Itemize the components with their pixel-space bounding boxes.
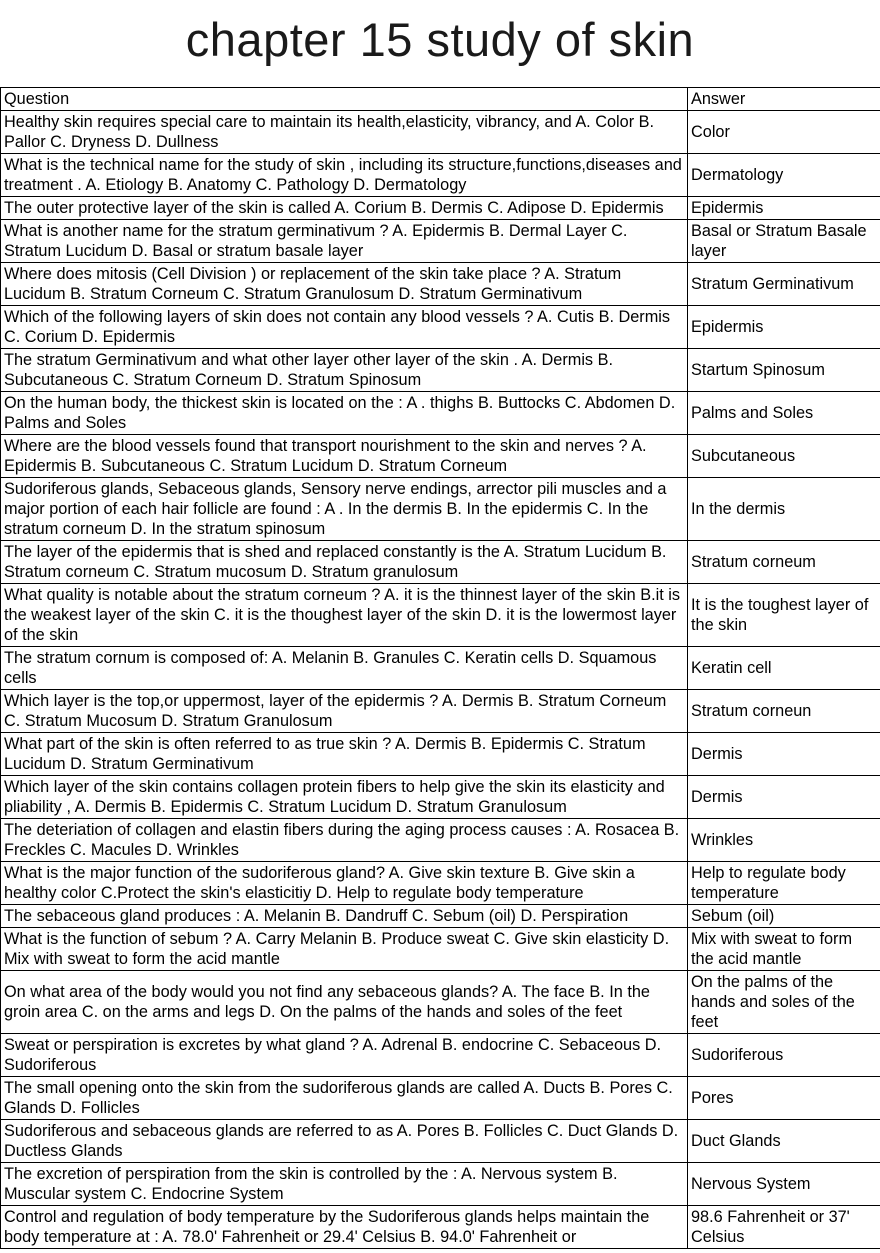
table-row xyxy=(1,733,880,776)
answer-cell: Dermis xyxy=(688,776,880,819)
question-cell: Which layer of the skin contains collagen protein fibers to help give the skin its elasticity and pliability , A. Dermis B. Epidermis C. Stratum Lucidum D. Stratum Granulosum xyxy=(1,776,688,819)
table-row xyxy=(1,971,880,1034)
table-row xyxy=(1,1206,880,1249)
question-cell: The layer of the epidermis that is shed and replaced constantly is the A. Stratum Lucidum B. Stratum corneum C. Stratum mucosum D. Stratum granulosum xyxy=(1,541,688,584)
question-cell: What is the technical name for the study of skin , including its structure,functions,diseases and treatment . A. Etiology B. Anatomy C. Pathology D. Dermatology xyxy=(1,154,688,197)
question-cell: The small opening onto the skin from the sudoriferous glands are called A. Ducts B. Pores C. Glands D. Follicles xyxy=(1,1077,688,1120)
table-row xyxy=(1,776,880,819)
qa-table-body xyxy=(1,111,880,1249)
table-row xyxy=(1,435,880,478)
question-cell: Where does mitosis (Cell Division ) or replacement of the skin take place ? A. Stratum Lucidum B. Stratum Corneum C. Stratum Granulosum D. Stratum Germinativum xyxy=(1,263,688,306)
question-cell: The stratum Germinativum and what other layer other layer of the skin . A. Dermis B. Subcutaneous C. Stratum Corneum D. Stratum Spinosum xyxy=(1,349,688,392)
answer-cell: 98.6 Fahrenheit or 37' Celsius xyxy=(688,1206,880,1249)
table-header-row xyxy=(1,88,880,111)
table-row xyxy=(1,306,880,349)
table-row xyxy=(1,197,880,220)
table-row xyxy=(1,1077,880,1120)
table-row xyxy=(1,478,880,541)
answer-cell: It is the toughest layer of the skin xyxy=(688,584,880,647)
table-row xyxy=(1,647,880,690)
table-row xyxy=(1,1034,880,1077)
question-cell: Healthy skin requires special care to maintain its health,elasticity, vibrancy, and A. Color B. Pallor C. Dryness D. Dullness xyxy=(1,111,688,154)
question-cell: Sudoriferous and sebaceous glands are referred to as A. Pores B. Follicles C. Duct Glands D. Ductless Glands xyxy=(1,1120,688,1163)
answer-cell: Stratum corneun xyxy=(688,690,880,733)
answer-cell: Duct Glands xyxy=(688,1120,880,1163)
question-cell: On the human body, the thickest skin is located on the : A . thighs B. Buttocks C. Abdomen D. Palms and Soles xyxy=(1,392,688,435)
answer-cell: Pores xyxy=(688,1077,880,1120)
question-column-header: Question xyxy=(1,88,688,111)
qa-table xyxy=(0,87,880,1249)
answer-cell: Wrinkles xyxy=(688,819,880,862)
table-row xyxy=(1,584,880,647)
answer-cell: Basal or Stratum Basale layer xyxy=(688,220,880,263)
answer-cell: Color xyxy=(688,111,880,154)
question-cell: Sweat or perspiration is excretes by what gland ? A. Adrenal B. endocrine C. Sebaceous D. Sudoriferous xyxy=(1,1034,688,1077)
answer-cell: Epidermis xyxy=(688,306,880,349)
question-cell: What is the function of sebum ? A. Carry Melanin B. Produce sweat C. Give skin elasticity D. Mix with sweat to form the acid mantle xyxy=(1,928,688,971)
answer-cell: Sudoriferous xyxy=(688,1034,880,1077)
question-cell: The stratum cornum is composed of: A. Melanin B. Granules C. Keratin cells D. Squamous cells xyxy=(1,647,688,690)
answer-cell: Mix with sweat to form the acid mantle xyxy=(688,928,880,971)
table-row xyxy=(1,905,880,928)
answer-cell: Palms and Soles xyxy=(688,392,880,435)
question-cell: The sebaceous gland produces : A. Melanin B. Dandruff C. Sebum (oil) D. Perspiration xyxy=(1,905,688,928)
answer-cell: Dermatology xyxy=(688,154,880,197)
table-row xyxy=(1,819,880,862)
table-row xyxy=(1,862,880,905)
question-cell: Sudoriferous glands, Sebaceous glands, Sensory nerve endings, arrector pili muscles and a major portion of each hair follicle are found : A . In the dermis B. In the epidermis C. In the stratum corneum D. In the stratum spinosum xyxy=(1,478,688,541)
answer-cell: Startum Spinosum xyxy=(688,349,880,392)
answer-cell: Epidermis xyxy=(688,197,880,220)
table-row xyxy=(1,690,880,733)
table-row xyxy=(1,928,880,971)
question-cell: What is the major function of the sudoriferous gland? A. Give skin texture B. Give skin a healthy color C.Protect the skin's elasticitiy D. Help to regulate body temperature xyxy=(1,862,688,905)
table-row xyxy=(1,349,880,392)
table-row xyxy=(1,263,880,306)
table-row xyxy=(1,154,880,197)
answer-cell: Stratum Germinativum xyxy=(688,263,880,306)
question-cell: What part of the skin is often referred to as true skin ? A. Dermis B. Epidermis C. Stratum Lucidum D. Stratum Germinativum xyxy=(1,733,688,776)
question-cell: Control and regulation of body temperature by the Sudoriferous glands helps maintain the body temperature at : A. 78.0' Fahrenheit or 29.4' Celsius B. 94.0' Fahrenheit or xyxy=(1,1206,688,1249)
answer-cell: In the dermis xyxy=(688,478,880,541)
question-cell: What is another name for the stratum germinativum ? A. Epidermis B. Dermal Layer C. Stratum Lucidum D. Basal or stratum basale layer xyxy=(1,220,688,263)
answer-cell: Keratin cell xyxy=(688,647,880,690)
table-row xyxy=(1,541,880,584)
question-cell: What quality is notable about the stratum corneum ? A. it is the thinnest layer of the skin B.it is the weakest layer of the skin C. it is the thoughest layer of the skin D. it is the lowermost layer of the skin xyxy=(1,584,688,647)
table-row xyxy=(1,1163,880,1206)
question-cell: The outer protective layer of the skin is called A. Corium B. Dermis C. Adipose D. Epidermis xyxy=(1,197,688,220)
table-row xyxy=(1,111,880,154)
question-cell: Where are the blood vessels found that transport nourishment to the skin and nerves ? A. Epidermis B. Subcutaneous C. Stratum Lucidum D. Stratum Corneum xyxy=(1,435,688,478)
page-title: chapter 15 study of skin xyxy=(0,8,880,71)
question-cell: The excretion of perspiration from the skin is controlled by the : A. Nervous system B. Muscular system C. Endocrine System xyxy=(1,1163,688,1206)
question-cell: The deteriation of collagen and elastin fibers during the aging process causes : A. Rosacea B. Freckles C. Macules D. Wrinkles xyxy=(1,819,688,862)
table-row xyxy=(1,1120,880,1163)
answer-cell: Nervous System xyxy=(688,1163,880,1206)
answer-column-header: Answer xyxy=(688,88,880,111)
table-row xyxy=(1,220,880,263)
table-row xyxy=(1,392,880,435)
question-cell: Which of the following layers of skin does not contain any blood vessels ? A. Cutis B. Dermis C. Corium D. Epidermis xyxy=(1,306,688,349)
answer-cell: Dermis xyxy=(688,733,880,776)
answer-cell: Subcutaneous xyxy=(688,435,880,478)
answer-cell: On the palms of the hands and soles of the feet xyxy=(688,971,880,1034)
answer-cell: Sebum (oil) xyxy=(688,905,880,928)
answer-cell: Stratum corneum xyxy=(688,541,880,584)
question-cell: On what area of the body would you not find any sebaceous glands? A. The face B. In the groin area C. on the arms and legs D. On the palms of the hands and soles of the feet xyxy=(1,971,688,1034)
answer-cell: Help to regulate body temperature xyxy=(688,862,880,905)
question-cell: Which layer is the top,or uppermost, layer of the epidermis ? A. Dermis B. Stratum Corneum C. Stratum Mucosum D. Stratum Granulosum xyxy=(1,690,688,733)
